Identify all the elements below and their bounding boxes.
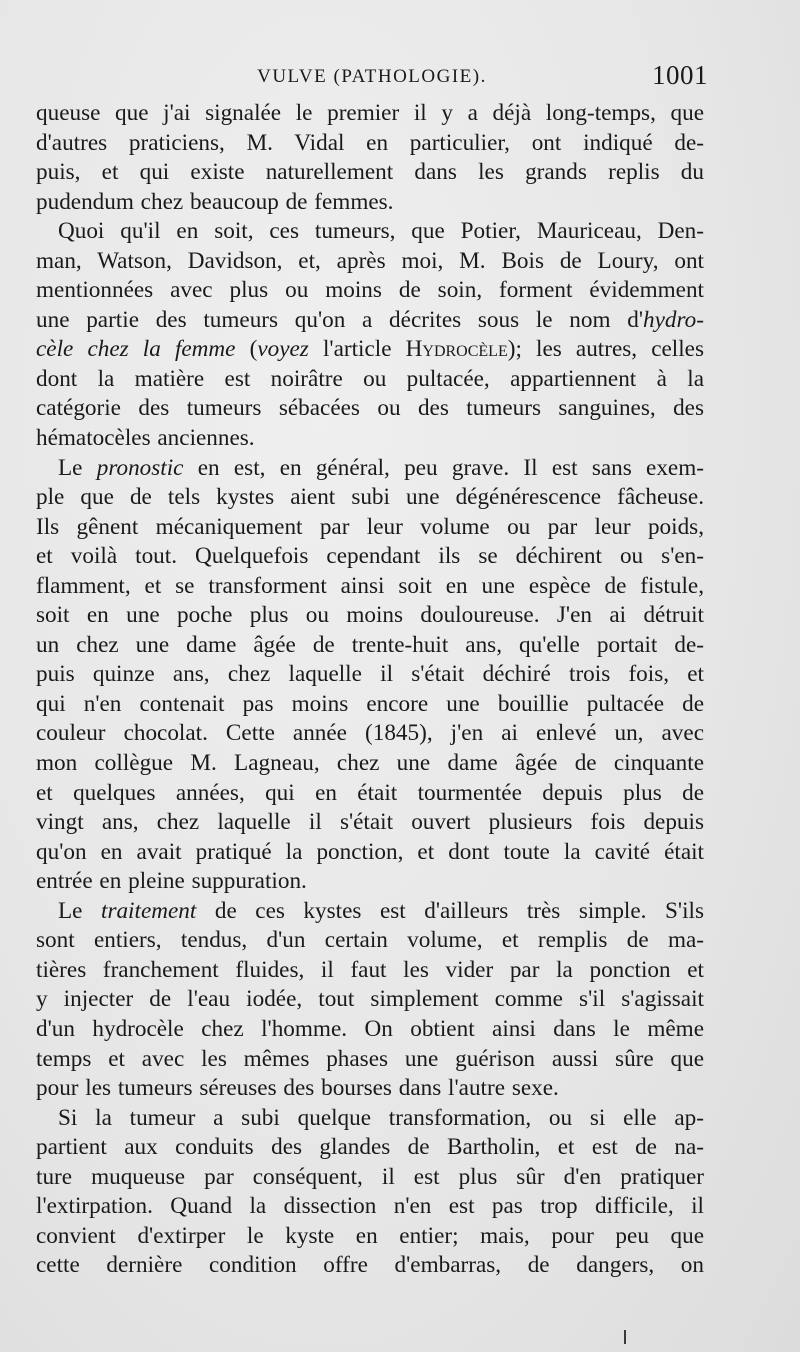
text-run: Si la tumeur a subi quelque transformation, ou si elle ap- bbox=[58, 1104, 704, 1131]
text-line bbox=[36, 690, 704, 720]
text-run: un chez une dame âgée de trente-huit ans, qu'elle portait de- bbox=[36, 631, 704, 658]
text-line bbox=[36, 1251, 704, 1281]
text-run: mon collègue M. Lagneau, chez une dame âgée de cinquante bbox=[36, 750, 704, 777]
text-line bbox=[36, 365, 704, 395]
text-line bbox=[36, 601, 704, 631]
text-line bbox=[36, 247, 704, 277]
text-run: ( bbox=[235, 336, 258, 363]
text-line bbox=[36, 217, 704, 247]
text-run: soit en une poche plus ou moins douloureuse. J'en ai détruit bbox=[36, 602, 704, 629]
text-run: puis quinze ans, chez laquelle il s'était déchiré trois fois, et bbox=[36, 661, 704, 688]
text-line bbox=[36, 926, 704, 956]
text-line bbox=[36, 985, 704, 1015]
italic-text: hydro- bbox=[643, 306, 704, 333]
text-line bbox=[36, 660, 704, 690]
text-line bbox=[36, 897, 704, 927]
text-run: temps et avec les mêmes phases une guérison aussi sûre que bbox=[36, 1045, 704, 1072]
text-line bbox=[36, 1192, 704, 1222]
text-run: Le bbox=[58, 897, 101, 924]
text-line bbox=[36, 306, 704, 336]
text-line bbox=[36, 1015, 704, 1045]
text-line bbox=[36, 542, 704, 572]
text-run: Ils gênent mécaniquement par leur volume ou par leur poids, bbox=[36, 513, 704, 540]
italic-text: traitement bbox=[101, 897, 197, 924]
text-run: d'autres praticiens, M. Vidal en particulier, ont indiqué de- bbox=[36, 129, 704, 156]
text-line bbox=[36, 129, 704, 159]
italic-text: voyez bbox=[257, 336, 309, 363]
text-run: de ces kystes est d'ailleurs très simple. S'ils bbox=[196, 897, 704, 924]
italic-text: cèle chez la femme bbox=[36, 336, 236, 363]
text-line bbox=[36, 454, 704, 484]
text-line bbox=[36, 1074, 704, 1104]
text-run: et quelques années, qui en était tourmentée depuis plus de bbox=[36, 779, 704, 806]
text-run: catégorie des tumeurs sébacées ou des tumeurs sanguines, des bbox=[36, 395, 704, 422]
page-number: 1001 bbox=[652, 60, 708, 90]
text-line bbox=[36, 631, 704, 661]
text-run: ple que de tels kystes aient subi une dégénérescence fâcheuse. bbox=[36, 484, 704, 511]
text-run: pudendum chez beaucoup de femmes. bbox=[36, 188, 394, 215]
text-line bbox=[36, 956, 704, 986]
text-run: mentionnées avec plus ou moins de soin, forment évidemment bbox=[36, 277, 704, 304]
text-run: ); les autres, celles bbox=[507, 336, 704, 363]
text-line bbox=[36, 749, 704, 779]
running-title: VULVE (PATHOLOGIE). bbox=[257, 66, 487, 87]
text-run: couleur chocolat. Cette année (1845), j'en ai enlevé un, avec bbox=[36, 720, 704, 747]
italic-text: pronostic bbox=[96, 454, 184, 481]
text-line bbox=[36, 1133, 704, 1163]
text-line bbox=[36, 1104, 704, 1134]
text-run: Quoi qu'il en soit, ces tumeurs, que Potier, Mauriceau, Den- bbox=[58, 218, 704, 245]
text-run: en est, en général, peu grave. Il est sans exem- bbox=[183, 454, 704, 481]
text-line bbox=[36, 779, 704, 809]
text-run: flamment, et se transforment ainsi soit en une espèce de fistule, bbox=[36, 572, 704, 599]
text-run: vingt ans, chez laquelle il s'était ouvert plusieurs fois depuis bbox=[36, 809, 704, 836]
text-line bbox=[36, 1045, 704, 1075]
text-run: hématocèles anciennes. bbox=[36, 425, 255, 452]
text-run: puis, et qui existe naturellement dans les grands replis du bbox=[36, 159, 704, 186]
text-line bbox=[36, 719, 704, 749]
text-run: une partie des tumeurs qu'on a décrites sous le nom d' bbox=[36, 306, 644, 333]
text-line bbox=[36, 808, 704, 838]
text-line bbox=[36, 188, 704, 218]
text-line bbox=[36, 838, 704, 868]
text-run: Le bbox=[58, 454, 97, 481]
text-line bbox=[36, 1163, 704, 1193]
text-run: y injecter de l'eau iodée, tout simplement comme s'il s'agissait bbox=[36, 986, 704, 1013]
text-run: d'un hydrocèle chez l'homme. On obtient ainsi dans le même bbox=[36, 1015, 704, 1042]
text-line bbox=[36, 513, 704, 543]
text-run: pour les tumeurs séreuses des bourses dans l'autre sexe. bbox=[36, 1075, 559, 1102]
text-run: entrée en pleine suppuration. bbox=[36, 868, 307, 895]
text-run: et voilà tout. Quelquefois cependant ils se déchirent ou s'en- bbox=[36, 543, 704, 570]
text-line bbox=[36, 158, 704, 188]
text-line bbox=[36, 424, 704, 454]
text-line bbox=[36, 1222, 704, 1252]
text-run: cette dernière condition offre d'embarras, de dangers, on bbox=[36, 1252, 704, 1279]
text-run: ture muqueuse par conséquent, il est plus sûr d'en pratiquer bbox=[36, 1163, 704, 1190]
text-run: sont entiers, tendus, d'un certain volume, et remplis de ma- bbox=[36, 927, 704, 954]
text-run: queuse que j'ai signalée le premier il y a déjà long-temps, que bbox=[36, 100, 704, 126]
text-line bbox=[36, 572, 704, 602]
text-run: partient aux conduits des glandes de Bartholin, et est de na- bbox=[36, 1134, 704, 1161]
text-line bbox=[36, 394, 704, 424]
running-head bbox=[36, 60, 708, 96]
small-caps-text: Hydrocèle bbox=[405, 336, 508, 363]
text-run: dont la matière est noirâtre ou pultacée, appartiennent à la bbox=[36, 365, 704, 392]
text-run: convient d'extirper le kyste en entier; mais, pour peu que bbox=[36, 1222, 704, 1249]
text-run: l'extirpation. Quand la dissection n'en est pas trop difficile, il bbox=[36, 1193, 704, 1220]
text-run: l'article bbox=[308, 336, 406, 363]
text-run: tières franchement fluides, il faut les vider par la ponction et bbox=[36, 956, 704, 983]
text-line bbox=[36, 867, 704, 897]
body-text bbox=[36, 99, 704, 1281]
text-run: man, Watson, Davidson, et, après moi, M. Bois de Loury, ont bbox=[36, 247, 704, 274]
scan-mark bbox=[624, 1330, 626, 1344]
text-line bbox=[36, 483, 704, 513]
text-line bbox=[36, 335, 704, 365]
text-run: qui n'en contenait pas moins encore une bouillie pultacée de bbox=[36, 690, 704, 717]
text-line bbox=[36, 276, 704, 306]
text-run: qu'on en avait pratiqué la ponction, et dont toute la cavité était bbox=[36, 838, 704, 865]
text-line bbox=[36, 99, 704, 129]
